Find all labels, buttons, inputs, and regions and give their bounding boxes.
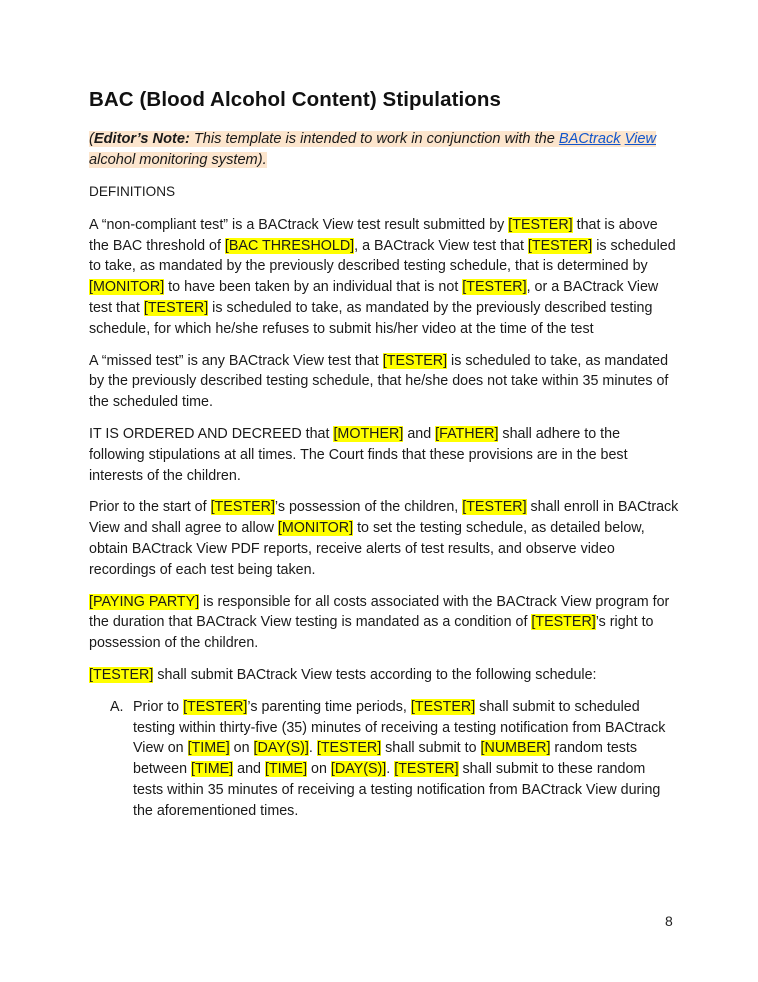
text-run: is scheduled to take, as mandated by the previously described testing schedule, that he/she does not take within 35 minutes of the scheduled time.: [89, 352, 669, 411]
text-run: is responsible for all costs associated with the BACtrack View program for the duration that BACtrack View testing is mandated as a condition of: [89, 593, 670, 631]
text-run: and: [233, 761, 265, 778]
placeholder-field: [TESTER]: [527, 237, 593, 254]
document-content: [89, 88, 679, 822]
text-run: .: [308, 740, 317, 757]
placeholder-field: [PAYING PARTY]: [89, 593, 200, 610]
page-title: BAC (Blood Alcohol Content) Stipulations: [89, 88, 502, 111]
bactrack-link[interactable]: BACtrack: [558, 131, 621, 147]
paragraph-missed-test: [89, 351, 679, 413]
editors-note: [89, 129, 679, 171]
text-run: shall submit to these random tests within 35 minutes of receiving a testing notification from BACtrack View during the aforementioned times.: [133, 761, 661, 819]
text-run: is scheduled to take, as mandated by the previously described testing schedule, that is determined by: [89, 237, 676, 275]
list-item: [110, 697, 679, 822]
text-run: Prior to: [133, 698, 184, 715]
text-run: and: [403, 425, 436, 442]
text-run: shall submit to scheduled testing within thirty-five (35) minutes of receiving a testing notification from BACtrack View on: [133, 698, 666, 757]
page-number: 8: [665, 913, 673, 929]
text-run: is scheduled to take, as mandated by the previously described testing schedule, for which he/she refuses to submit his/her video at the time of the test: [89, 299, 653, 337]
definitions-heading: DEFINITIONS: [89, 184, 176, 199]
placeholder-field: [TESTER]: [89, 666, 154, 683]
text-run: on: [229, 740, 254, 757]
text-run: to have been taken by an individual that is not: [164, 279, 463, 296]
text-run: ’s right to possession of the children.: [89, 614, 654, 652]
text-run: ’s parenting time periods,: [247, 698, 411, 715]
placeholder-field: [TESTER]: [394, 761, 459, 778]
placeholder-field: [TIME]: [264, 761, 308, 778]
text-run: IT IS ORDERED AND DECREED that: [89, 425, 334, 442]
note-label: Editor’s Note:: [93, 131, 190, 147]
view-link[interactable]: View: [624, 131, 656, 147]
placeholder-field: [TESTER]: [462, 279, 527, 296]
note-open-paren: (: [89, 131, 94, 147]
placeholder-field: [TESTER]: [143, 299, 209, 316]
text-run: shall enroll in BACtrack View and shall agree to allow: [89, 499, 679, 537]
placeholder-field: [MONITOR]: [277, 520, 354, 537]
placeholder-field: [TESTER]: [531, 614, 596, 631]
text-run: on: [307, 761, 331, 778]
paragraph-paying-party: [89, 592, 679, 654]
placeholder-field: [TESTER]: [183, 698, 248, 715]
placeholder-field: [DAY(S)]: [330, 761, 387, 778]
placeholder-field: [TESTER]: [210, 499, 275, 516]
text-run: , or a BACtrack View test that: [89, 279, 659, 316]
text-run: shall submit to: [381, 740, 481, 757]
placeholder-field: [TESTER]: [508, 216, 573, 233]
paragraph-non-compliant-test: [89, 215, 679, 340]
placeholder-field: [TESTER]: [382, 352, 448, 369]
note-text-end: alcohol monitoring system).: [89, 152, 267, 168]
placeholder-field: [MOTHER]: [333, 425, 404, 442]
text-run: ’s possession of the children,: [274, 499, 463, 516]
placeholder-field: [TESTER]: [410, 698, 476, 715]
list-marker: A.: [110, 698, 124, 715]
placeholder-field: [TESTER]: [462, 499, 527, 516]
paragraph-ordered-decreed: [89, 424, 679, 486]
paragraph-schedule-intro: [89, 665, 679, 686]
text-run: , a BACtrack View test that: [354, 237, 528, 254]
placeholder-field: [TIME]: [187, 740, 230, 757]
text-run: random tests between: [133, 740, 638, 778]
text-run: to set the testing schedule, as detailed below, obtain BACtrack View PDF reports, receive alerts of test results, and observe video recordings of each test being taken.: [89, 520, 645, 578]
text-run: shall submit BACtrack View tests according to the following schedule:: [153, 666, 597, 683]
placeholder-field: [TESTER]: [316, 740, 382, 757]
placeholder-field: [BAC THRESHOLD]: [224, 237, 355, 254]
text-run: .: [386, 761, 395, 778]
placeholder-field: [TIME]: [191, 761, 234, 778]
text-run: Prior to the start of: [89, 499, 211, 516]
placeholder-field: [NUMBER]: [480, 740, 551, 757]
note-text: This template is intended to work in conjunction with the: [189, 131, 559, 147]
text-run: A “non-compliant test” is a BACtrack View test result submitted by: [89, 216, 509, 233]
text-run: A “missed test” is any BACtrack View test that: [89, 352, 383, 369]
schedule-list: [89, 697, 679, 822]
placeholder-field: [MONITOR]: [89, 279, 165, 296]
text-run: that is above the BAC threshold of: [89, 216, 658, 254]
text-run: shall adhere to the following stipulations at all times. The Court finds that these provisions are in the best interests of the children.: [89, 425, 628, 484]
paragraph-enrollment: [89, 497, 679, 580]
list-item-text: [133, 699, 665, 819]
placeholder-field: [FATHER]: [435, 425, 499, 442]
placeholder-field: [DAY(S)]: [253, 740, 309, 757]
